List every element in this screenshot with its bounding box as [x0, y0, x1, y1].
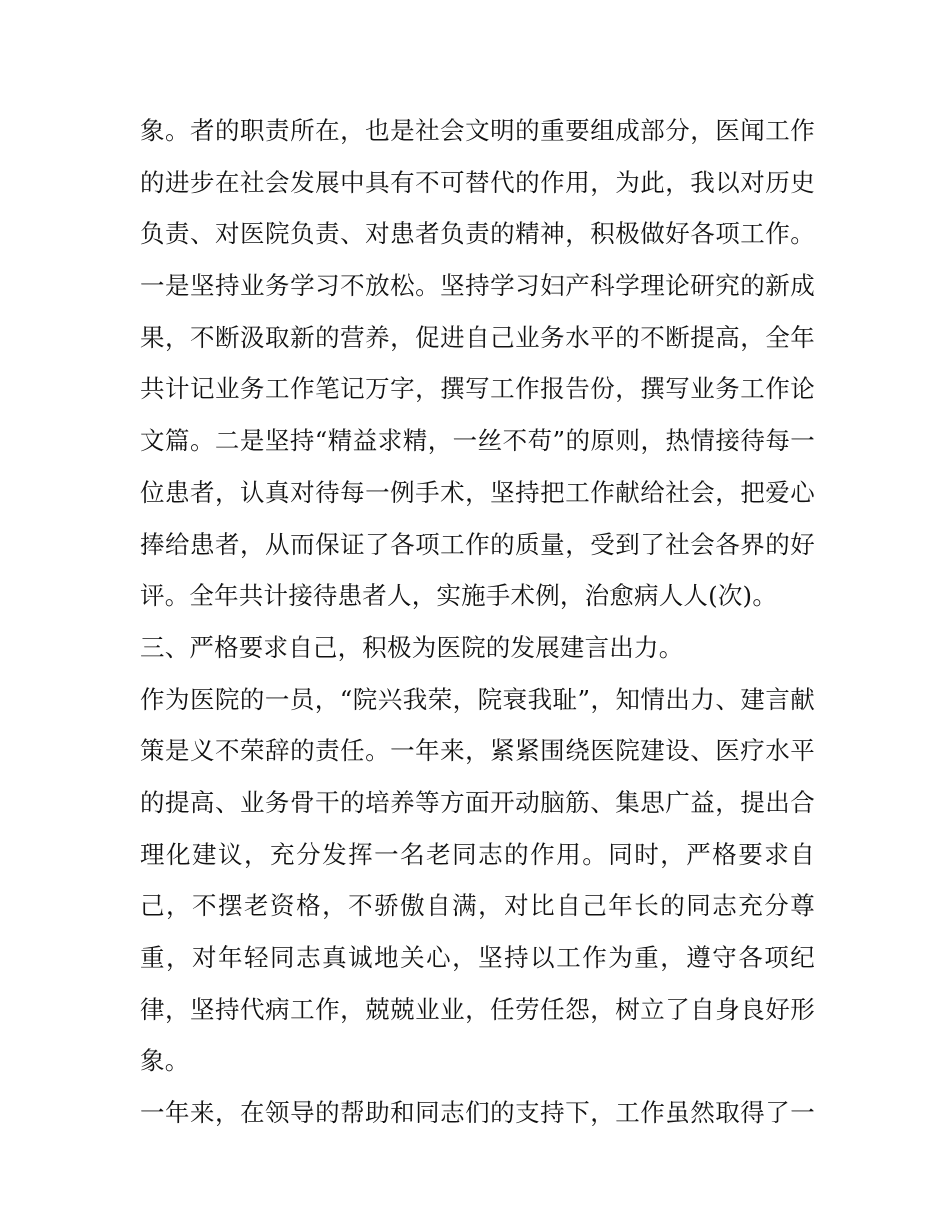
text-line: 文篇。二是坚持“精益求精，一丝不苟”的原则，热情接待每一: [140, 426, 815, 456]
text-line: 律，坚持代病工作，兢兢业业，任劳任怨，树立了自身良好形: [140, 994, 815, 1024]
text-line: 共计记业务工作笔记万字，撰写工作报告份，撰写业务工作论: [140, 374, 815, 404]
text-line: 策是义不荣辞的责任。一年来，紧紧围绕医院建设、医疗水平: [140, 736, 815, 766]
text-line: 的进步在社会发展中具有不可替代的作用，为此，我以对历史: [140, 167, 815, 197]
text-line: 评。全年共计接待患者人，实施手术例，治愈病人人(次)。: [140, 581, 778, 611]
text-line: 负责、对医院负责、对患者负责的精神，积极做好各项工作。: [140, 219, 815, 249]
text-line: 一年来，在领导的帮助和同志们的支持下，工作虽然取得了一: [140, 1098, 815, 1128]
text-line: 果，不断汲取新的营养，促进自己业务水平的不断提高，全年: [140, 322, 815, 352]
text-line: 重，对年轻同志真诚地关心，坚持以工作为重，遵守各项纪: [140, 943, 815, 972]
body-text: [140, 105, 815, 1139]
section-heading: 三、严格要求自己，积极为医院的发展建言出力。: [140, 632, 684, 662]
text-line: 的提高、业务骨干的培养等方面开动脑筋、集思广益，提出合: [140, 787, 815, 817]
text-line: 理化建议，充分发挥一名老同志的作用。同时，严格要求自: [140, 839, 815, 869]
text-line: 己，不摆老资格，不骄傲自满，对比自己年长的同志充分尊: [140, 891, 815, 921]
text-line: 象。者的职责所在，也是社会文明的重要组成部分，医闻工作: [140, 116, 815, 145]
text-line: 捧给患者，从而保证了各项工作的质量，受到了社会各界的好: [140, 529, 815, 559]
text-line: 作为医院的一员，“院兴我荣，院衰我耻”，知情出力、建言献: [140, 684, 815, 714]
text-line: 位患者，认真对待每一例手术，坚持把工作献给社会，把爱心: [140, 477, 815, 507]
text-line: 象。: [140, 1046, 190, 1076]
text-line: 一是坚持业务学习不放松。坚持学习妇产科学理论研究的新成: [140, 271, 815, 301]
